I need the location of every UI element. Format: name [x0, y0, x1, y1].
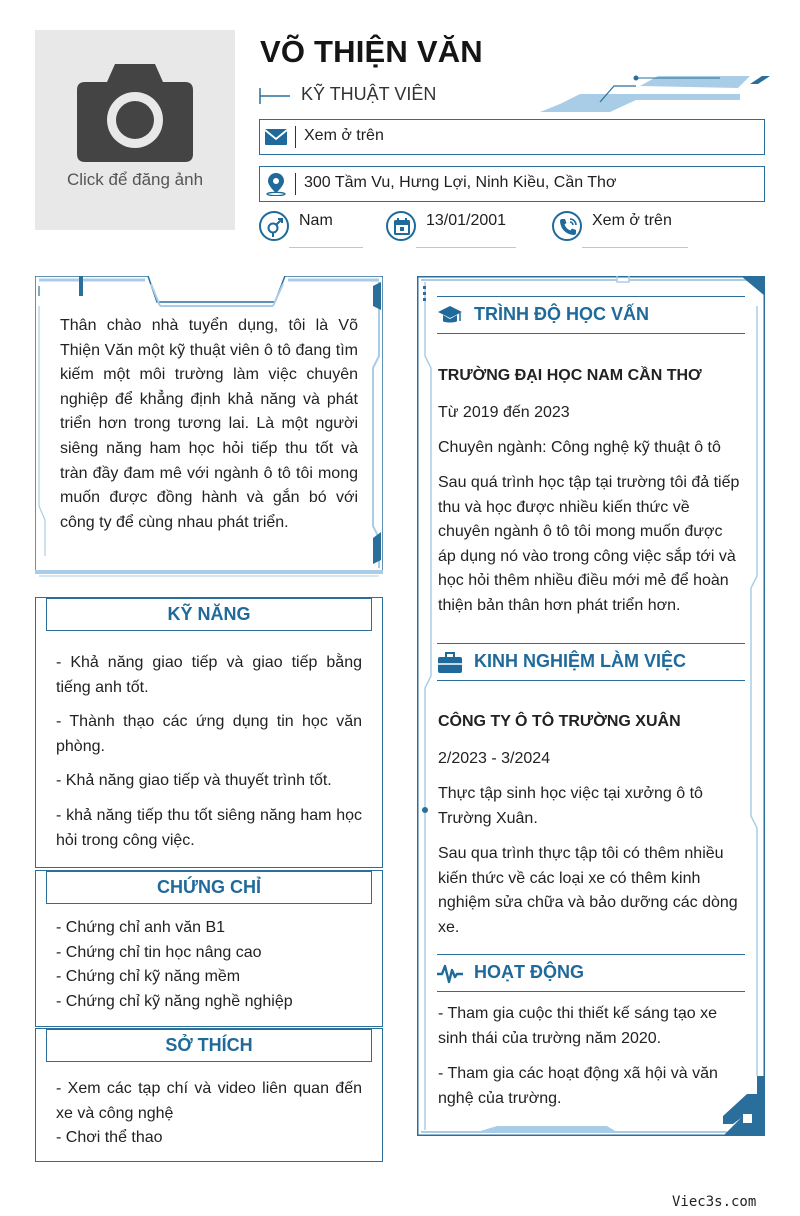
address-value: 300 Tầm Vu, Hưng Lợi, Ninh Kiều, Cần Thơ [304, 174, 617, 191]
phone-value: Xem ở trên [592, 212, 672, 229]
skill-item: - khả năng tiếp thu tốt siêng năng ham học hỏi trong công việc. [56, 807, 362, 849]
experience-role: Thực tập sinh học việc tại xưởng ô tô Trường Xuân. [438, 785, 703, 827]
hobby-item: - Xem các tạp chí và video liên quan đến xe và công nghệ [56, 1080, 362, 1122]
education-heading-label: TRÌNH ĐỘ HỌC VẤN [474, 304, 649, 324]
certificate-item: - Chứng chỉ kỹ năng mềm [56, 968, 241, 985]
activities-heading-label: HOẠT ĐỘNG [474, 962, 584, 982]
calendar-icon-circle [386, 211, 416, 241]
camera-icon [75, 58, 195, 164]
certificate-item: - Chứng chỉ anh văn B1 [56, 919, 226, 936]
pulse-icon [437, 963, 463, 985]
phone-icon-circle [552, 211, 582, 241]
underline [416, 247, 516, 248]
calendar-icon [392, 217, 412, 237]
phone-field [552, 211, 692, 251]
avatar-upload-label: Click để đăng ảnh [66, 170, 204, 189]
gender-icon [265, 217, 285, 237]
skills-heading: KỸ NĂNG [46, 598, 372, 631]
education-major: Chuyên ngành: Công nghệ kỹ thuật ô tô [438, 439, 721, 456]
objective-text: Thân chào nhà tuyển dụng, tôi là Võ Thiện Văn một kỹ thuật viên ô tô đang tìm kiếm một môi trường làm việc chuyên nghiệp để khẳng định khả năng và phát triển hơn trong tương lai. Là một người siêng năng ham học hỏi tiếp thu tốt và tràn đầy đam mê với ngành ô tô tôi mong muốn được đồng hành và gắn bó với công ty để cùng nhau phát triển. [60, 317, 358, 531]
skills-section [35, 597, 383, 868]
briefcase-icon [437, 652, 463, 674]
address-row [259, 166, 765, 202]
location-icon [264, 172, 288, 196]
birthday-field [386, 211, 518, 251]
email-row [259, 119, 765, 155]
hobbies-heading: SỞ THÍCH [46, 1029, 372, 1062]
activity-item: - Tham gia các hoạt động xã hội và văn nghệ của trường. [438, 1065, 718, 1107]
separator [295, 126, 296, 148]
skill-item: - Khả năng giao tiếp và thuyết trình tốt. [56, 772, 332, 789]
gender-icon-circle [259, 211, 289, 241]
watermark: Viec3s.com [672, 1194, 757, 1210]
underline [289, 247, 363, 248]
company-name: CÔNG TY Ô TÔ TRƯỜNG XUÂN [438, 713, 681, 730]
skill-item: - Khả năng giao tiếp và giao tiếp bằng tiếng anh tốt. [56, 654, 362, 696]
experience-heading [437, 643, 745, 681]
education-heading [437, 296, 745, 334]
activity-item: - Tham gia cuộc thi thiết kế sáng tạo xe sinh thái của trường năm 2020. [438, 1005, 717, 1047]
job-title: KỸ THUẬT VIÊN [301, 84, 437, 104]
gender-value: Nam [299, 212, 333, 229]
birthday-value: 13/01/2001 [426, 212, 507, 229]
experience-period: 2/2023 - 3/2024 [438, 750, 551, 767]
underline [582, 247, 688, 248]
certificate-item: - Chứng chỉ kỹ năng nghề nghiệp [56, 993, 293, 1010]
certificates-section [35, 870, 383, 1027]
activities-heading [437, 954, 745, 992]
certificates-heading: CHỨNG CHỈ [46, 871, 372, 904]
phone-icon [558, 217, 578, 237]
email-value: Xem ở trên [304, 127, 384, 144]
avatar-upload[interactable] [35, 30, 235, 230]
circuit-decoration [540, 72, 770, 114]
mail-icon [264, 125, 288, 149]
graduation-cap-icon [437, 305, 463, 327]
education-period: Từ 2019 đến 2023 [438, 404, 570, 421]
title-marker-icon [259, 86, 291, 106]
hobbies-section [35, 1028, 383, 1162]
hobby-item: - Chơi thể thao [56, 1129, 163, 1146]
separator [295, 173, 296, 195]
full-name: VÕ THIỆN VĂN [260, 34, 483, 69]
gender-field [259, 211, 369, 251]
certificate-item: - Chứng chỉ tin học nâng cao [56, 944, 262, 961]
experience-heading-label: KINH NGHIỆM LÀM VIỆC [474, 651, 687, 671]
education-description: Sau quá trình học tập tại trường tôi đả tiếp thu và học được nhiều kiến thức về chuyên ngành ô tô tôi mong muốn được áp dụng nó vào trong công việc sắp tới và học hỏi thêm nhiều điều mới mẻ để hoàn thiện bản thân hơn phát triển hơn. [438, 474, 740, 614]
skill-item: - Thành thạo các ứng dụng tin học văn phòng. [56, 713, 362, 755]
school-name: TRƯỜNG ĐẠI HỌC NAM CẦN THƠ [438, 367, 702, 384]
experience-description: Sau qua trình thực tập tôi có thêm nhiều kiến thức về các loại xe có thêm kinh nghiệm sửa chữa và bảo dưỡng các dòng xe. [438, 845, 738, 936]
